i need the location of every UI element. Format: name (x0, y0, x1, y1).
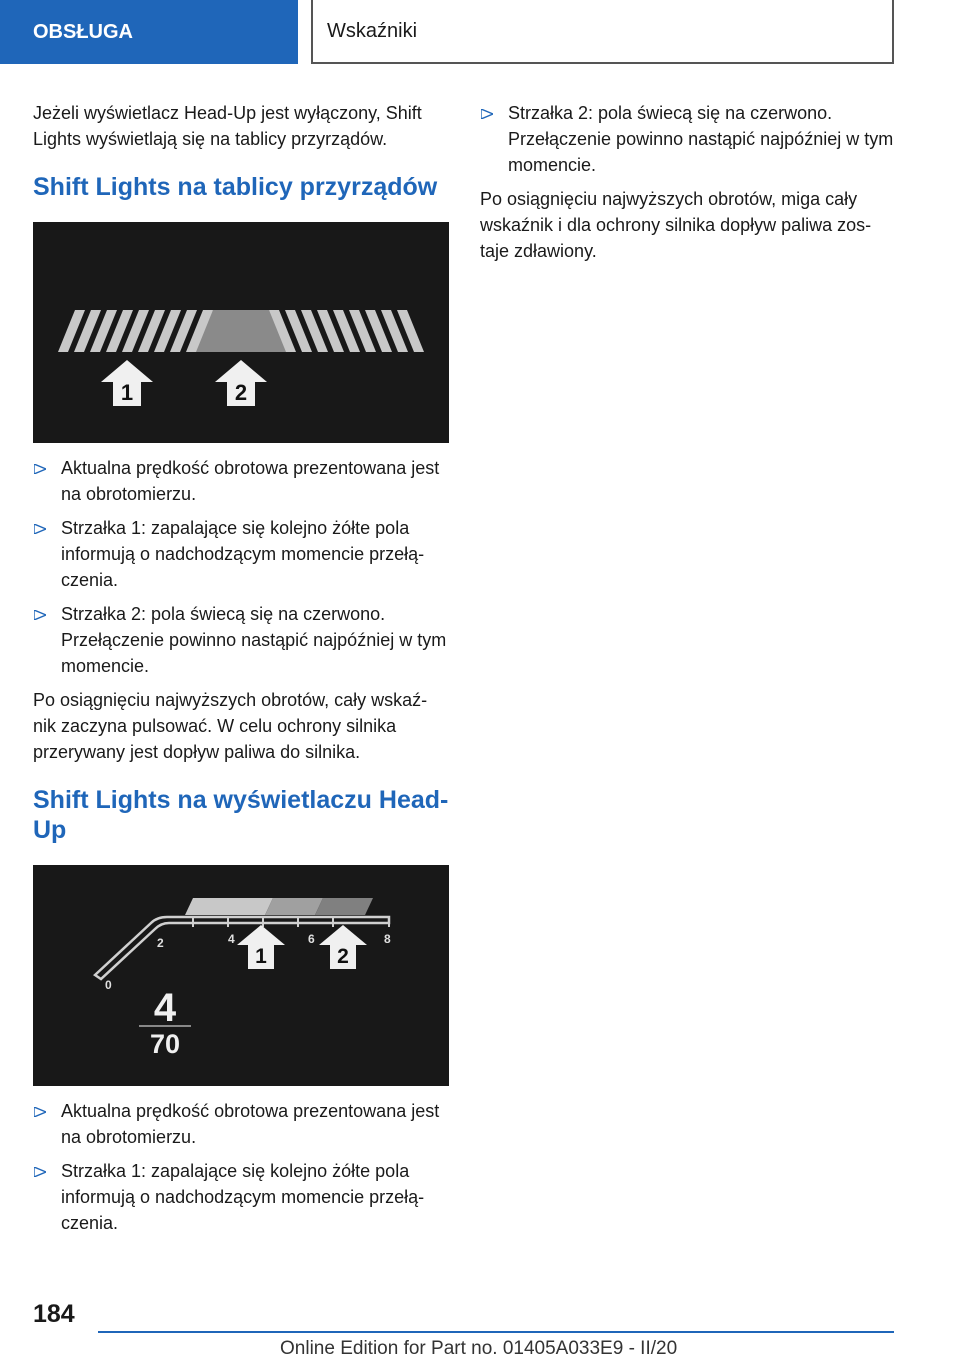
footer-rule (98, 1331, 894, 1333)
list-item (33, 455, 449, 507)
arrow-2-label: 2 (234, 380, 248, 405)
left-column (33, 100, 449, 1244)
list-item (33, 515, 449, 593)
list-item-text: Strzałka 1: zapalające się kolejno żółte pola informują o nadchodzącym momencie przełą‐czenia. (61, 518, 425, 590)
intro-paragraph: Jeżeli wyświetlacz Head-Up jest wyłączony, Shift Lights wyświetlają się na tablicy przyrządów. (33, 103, 422, 149)
list-item-text: Strzałka 2: pola świecą się na czerwono. Przełączenie powinno nastąpić najpóźniej w tym momencie. (61, 604, 447, 676)
bullet-list-hud (33, 1098, 449, 1236)
shift-light-bar (58, 310, 424, 352)
bullet-list-hud-continued (480, 100, 896, 178)
section-tab (0, 0, 298, 64)
list-item (480, 100, 896, 178)
list-item (33, 1158, 449, 1236)
instrument-cluster-figure (33, 222, 449, 443)
edition-link[interactable]: Online Edition for Part no. 01405A033E9 - II/20 (280, 1338, 678, 1359)
arrow-1-label: 1 (120, 380, 134, 405)
hud-tick-label: 4 (228, 932, 235, 946)
list-item-text: Strzałka 1: zapalające się kolejno żółte pola informują o nadchodzącym momencie przełą‐czenia. (61, 1161, 425, 1233)
triangle-bullet-icon (33, 515, 49, 541)
triangle-bullet-icon (33, 455, 49, 481)
right-column (480, 100, 896, 274)
head-up-display-figure (33, 865, 449, 1086)
hud-tick-label: 0 (105, 978, 112, 992)
list-item-text: Aktualna prędkość obrotowa prezentowana jest na obrotomierzu. (61, 1101, 440, 1147)
hud-tick-label: 2 (157, 936, 164, 950)
bullet-list-cluster (33, 455, 449, 679)
head-up-display-illustration (33, 865, 449, 1086)
instrument-cluster-illustration (33, 222, 449, 443)
hud-arrow-2-label: 2 (337, 945, 349, 968)
list-item-text: Strzałka 2: pola świecą się na czerwono. Przełączenie powinno nastąpić najpóźniej w tym momencie. (508, 103, 894, 175)
list-item (33, 601, 449, 679)
list-item-text: Aktualna prędkość obrotowa prezentowana jest na obrotomierzu. (61, 458, 440, 504)
pulse-paragraph: Po osiągnięciu najwyższych obrotów, cały wskaź‐nik zaczyna pulsować. W celu ochrony silnika przerywany jest dopływ paliwa do silnika. (33, 690, 428, 762)
section-label: OBSŁUGA (33, 20, 133, 43)
hud-shift-lights (185, 898, 373, 915)
page-header-title (311, 0, 894, 64)
hud-tick-label: 8 (384, 932, 391, 946)
chapter-title: Wskaźniki (327, 19, 418, 42)
triangle-bullet-icon (33, 601, 49, 627)
heading-head-up-display: Shift Lights na wyświetlaczu Head-Up (33, 786, 449, 844)
triangle-bullet-icon (480, 100, 496, 126)
hud-gear-value: 4 (153, 986, 177, 1030)
heading-instrument-cluster: Shift Lights na tablicy przyrządów (33, 173, 438, 201)
hud-speed-value: 70 (149, 1029, 181, 1059)
triangle-bullet-icon (33, 1098, 49, 1124)
list-item (33, 1098, 449, 1150)
page-number: 184 (33, 1300, 75, 1328)
hud-arrow-1-label: 1 (255, 945, 267, 968)
triangle-bullet-icon (33, 1158, 49, 1184)
flash-paragraph: Po osiągnięciu najwyższych obrotów, miga cały wskaźnik i dla ochrony silnika dopływ paliwa zos‐taje zdławiony. (480, 189, 872, 261)
hud-tick-label: 6 (308, 932, 315, 946)
